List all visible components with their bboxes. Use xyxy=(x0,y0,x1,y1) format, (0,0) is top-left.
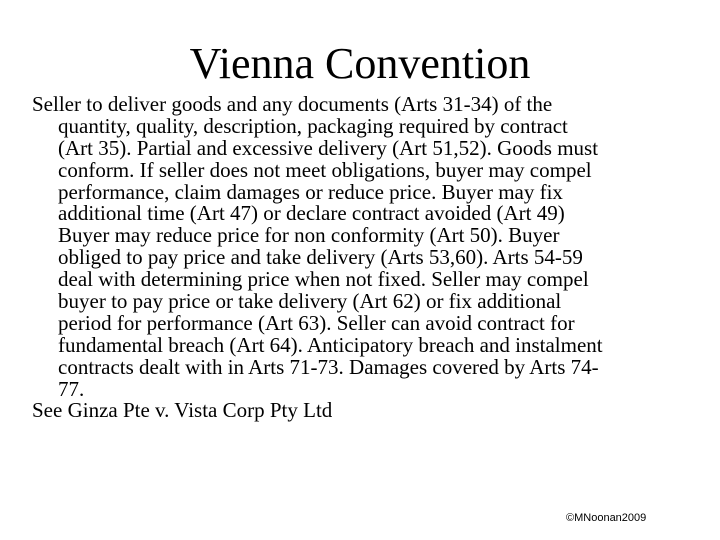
slide-body xyxy=(32,93,720,421)
body-line: obliged to pay price and take delivery (Arts 53,60). Arts 54-59 xyxy=(58,245,583,270)
body-line: quantity, quality, description, packaging required by contract xyxy=(58,113,568,138)
body-line: fundamental breach (Art 64). Anticipatory breach and instalment xyxy=(58,332,603,357)
body-line: 77. xyxy=(58,376,85,401)
body-line: Buyer may reduce price for non conformity (Art 50). Buyer xyxy=(58,223,560,248)
body-line: (Art 35). Partial and excessive delivery (Art 51,52). Goods must xyxy=(58,135,599,160)
body-line: conform. If seller does not meet obligations, buyer may compel xyxy=(58,157,592,182)
body-line: deal with determining price when not fixed. Seller may compel xyxy=(58,267,589,292)
body-line: buyer to pay price or take delivery (Art 62) or fix additional xyxy=(58,289,562,314)
slide-title: Vienna Convention xyxy=(189,39,531,88)
body-line: performance, claim damages or reduce price. Buyer may fix xyxy=(58,179,563,204)
body-line: See Ginza Pte v. Vista Corp Pty Ltd xyxy=(32,398,333,423)
body-line: additional time (Art 47) or declare contract avoided (Art 49) xyxy=(58,201,565,226)
body-line: Seller to deliver goods and any documents (Arts 31-34) of the xyxy=(32,92,553,116)
copyright-footer: ©MNoonan2009 xyxy=(566,512,647,524)
body-line: contracts dealt with in Arts 71-73. Damages covered by Arts 74- xyxy=(58,354,599,379)
body-line: period for performance (Art 63). Seller can avoid contract for xyxy=(58,310,575,335)
